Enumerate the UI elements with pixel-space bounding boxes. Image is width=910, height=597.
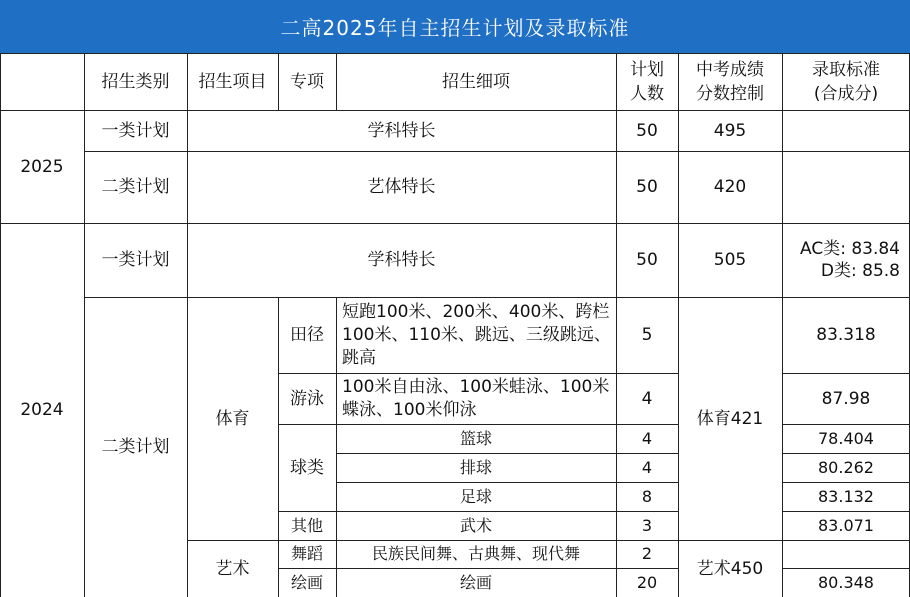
special-cell: 舞蹈 xyxy=(290,544,323,563)
header-detail: 招生细项 xyxy=(442,72,510,92)
standard-cell: 87.98 xyxy=(821,388,871,409)
score-cell: 505 xyxy=(713,250,747,270)
special-cell: 其他 xyxy=(290,515,323,535)
header-category: 招生类别 xyxy=(101,72,170,92)
special-cell: 球类 xyxy=(290,457,324,478)
score-cell: 495 xyxy=(713,120,747,141)
special-cell: 游泳 xyxy=(290,388,324,409)
score-sports: 体育421 xyxy=(696,408,764,429)
header-score-control: 中考成绩 分数控制 xyxy=(696,60,764,104)
year-2025: 2025 xyxy=(20,156,64,177)
detail-cell: 武术 xyxy=(459,515,492,535)
special-cell: 田径 xyxy=(290,325,324,345)
plan-cell: 50 xyxy=(636,120,658,141)
plan-cell: 3 xyxy=(641,515,653,535)
score-cell: 420 xyxy=(713,177,747,197)
standard-cell: AC类: 83.84 D类: 85.8 xyxy=(800,239,900,281)
category-cell: 二类计划 xyxy=(101,177,170,197)
standard-cell: 80.262 xyxy=(818,457,874,477)
standard-cell xyxy=(782,540,910,568)
item-arts: 艺术 xyxy=(215,558,250,579)
category-cell: 一类计划 xyxy=(101,120,170,141)
detail-cell: 短跑100米、200米、400米、跨栏100米、110米、跳远、三级跳远、跳高 xyxy=(342,301,611,368)
detail-cell: 艺体特长 xyxy=(367,177,436,197)
detail-cell: 100米自由泳、100米蛙泳、100米蝶泳、100米仰泳 xyxy=(342,376,610,420)
category-cell: 一类计划 xyxy=(101,250,170,270)
standard-cell: 78.404 xyxy=(818,428,874,448)
item-sports: 体育 xyxy=(215,408,250,429)
plan-cell: 2 xyxy=(641,544,653,563)
plan-cell: 8 xyxy=(641,486,653,506)
header-standard: 录取标准 (合成分) xyxy=(812,60,880,104)
header-item: 招生项目 xyxy=(198,72,267,92)
header-plan: 计划 人数 xyxy=(630,60,664,104)
plan-cell: 4 xyxy=(641,388,653,409)
detail-cell: 学科特长 xyxy=(367,250,436,270)
standard-cell xyxy=(782,110,910,151)
detail-cell: 排球 xyxy=(459,457,492,477)
standard-cell: 83.071 xyxy=(818,515,874,535)
standard-cell: 83.132 xyxy=(818,486,874,506)
score-arts: 艺术450 xyxy=(696,558,764,579)
plan-cell: 50 xyxy=(636,177,658,197)
detail-cell: 足球 xyxy=(459,486,492,506)
detail-cell: 学科特长 xyxy=(367,120,436,141)
year-2024: 2024 xyxy=(20,400,64,420)
plan-cell: 50 xyxy=(636,250,658,270)
detail-cell: 篮球 xyxy=(459,428,492,448)
special-cell: 绘画 xyxy=(290,572,323,592)
plan-cell: 5 xyxy=(641,325,653,345)
category-cell: 二类计划 xyxy=(101,437,170,457)
page-title: 二高2025年自主招生计划及录取标准 xyxy=(0,0,910,53)
plan-cell: 4 xyxy=(641,428,653,448)
standard-cell: 83.318 xyxy=(816,325,876,345)
plan-cell: 4 xyxy=(641,457,653,477)
standard-cell xyxy=(782,151,910,223)
standard-cell: 80.348 xyxy=(818,572,874,592)
header-special: 专项 xyxy=(290,72,324,92)
detail-cell: 绘画 xyxy=(459,572,492,592)
plan-cell: 20 xyxy=(636,572,658,592)
detail-cell: 民族民间舞、古典舞、现代舞 xyxy=(371,544,580,563)
